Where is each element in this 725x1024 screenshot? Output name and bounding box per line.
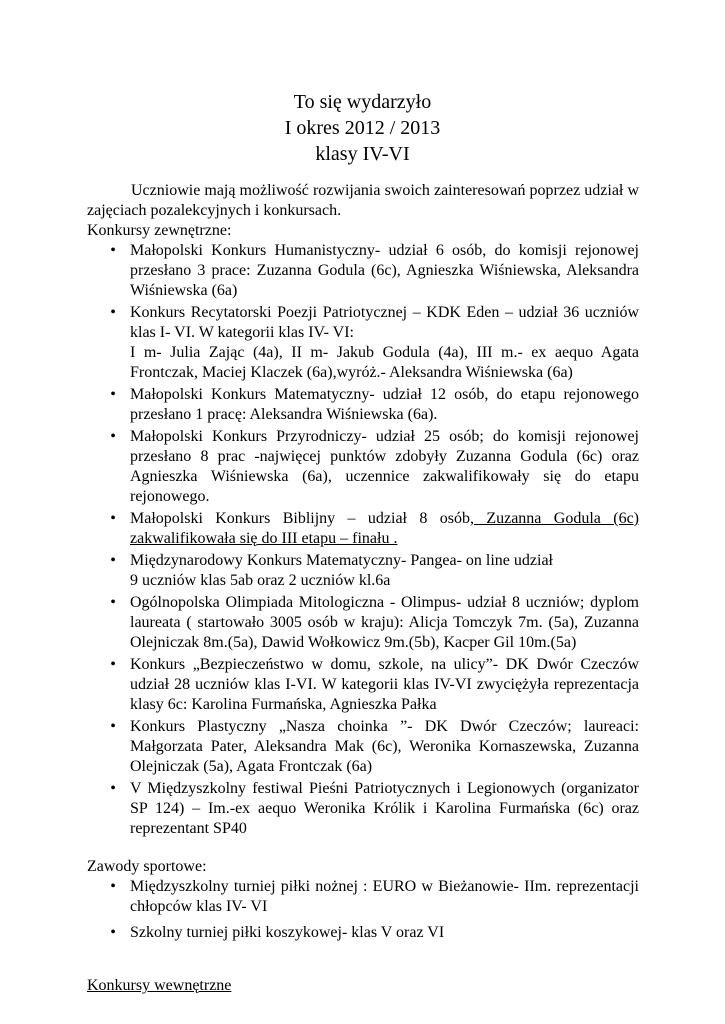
- list-item-text: Konkurs Recytatorski Poezji Patriotycznej – KDK Eden – udział 36 uczniów klas I- VI. W kategorii klas IV- VI:: [130, 304, 639, 341]
- sports-list: [87, 877, 639, 945]
- document-title: To się wydarzyło: [293, 91, 432, 113]
- list-item-text: Międzynarodowy Konkurs Matematyczny- Pangea- on line udział: [130, 552, 553, 569]
- bullet-icon: •: [110, 924, 116, 941]
- bullet-icon: •: [110, 242, 116, 259]
- list-item-text: Konkurs Plastyczny „Nasza choinka ”- DK Dwór Czeczów; laureaci: Małgorzata Pater, Aleksandra Mak (6c), Weronika Kornaszewska, Zuzanna Olejniczak (5a), Agata Frontczak (6a): [130, 718, 639, 775]
- document-period: I okres 2012 / 2013: [284, 117, 441, 139]
- list-item: [87, 923, 639, 943]
- list-item-text: 9 uczniów klas 5ab oraz 2 uczniów kl.6a: [130, 572, 391, 589]
- list-item-continuation: I m- Julia Zając (4a), II m- Jakub Godula (4a), III m.- ex aequo Agata Frontczak, Maciej Klaczek (6a),wyróż.- Aleksandra Wiśniewska (6a): [130, 344, 639, 381]
- list-item: [87, 551, 639, 591]
- list-item-text: Międzyszkolny turniej piłki nożnej : EURO w Bieżanowie- IIm. reprezentacji chłopców klas IV- VI: [130, 878, 639, 915]
- list-item-text: Małopolski Konkurs Przyrodniczy- udział 25 osób; do komisji rejonowej przesłano 8 prac -najwięcej punktów zdobyły Zuzanna Godula (6c) oraz Agnieszka Wiśniewska (6a), uczennice zakwalifikowały się do etapu rejonowego.: [130, 428, 639, 505]
- list-item: [87, 427, 639, 507]
- list-item: [87, 241, 639, 301]
- external-contests-list: [87, 241, 639, 841]
- list-item-text: Konkurs „Bezpieczeństwo w domu, szkole, na ulicy”- DK Dwór Czeczów udział 28 uczniów klas I-VI. W kategorii klas IV-VI zwyciężyła reprezentacja klasy 6c: Karolina Furmańska, Agnieszka Pałka: [130, 656, 639, 713]
- external-contests-heading: Konkursy zewnętrzne:: [87, 222, 232, 239]
- bullet-icon: •: [110, 386, 116, 403]
- bullet-icon: •: [110, 552, 116, 569]
- list-item-text: Małopolski Konkurs Biblijny – udział 8 osób,: [130, 510, 474, 527]
- bullet-icon: •: [110, 780, 116, 797]
- intro-paragraph: Uczniowie mają możliwość rozwijania swoich zainteresowań poprzez udział w zajęciach pozalekcyjnych i konkursach.: [87, 182, 639, 219]
- bullet-icon: •: [110, 656, 116, 673]
- list-item-text: V Międzyszkolny festiwal Pieśni Patriotycznych i Legionowych (organizator SP 124) – Im.-ex aequo Weronika Królik i Karolina Furmańska (6c) oraz reprezentant SP40: [130, 780, 639, 837]
- list-item: [87, 303, 639, 383]
- document-classes: klasy IV-VI: [315, 143, 410, 165]
- internal-contests-heading: Konkursy wewnętrzne: [87, 977, 232, 994]
- sports-heading: Zawody sportowe:: [87, 858, 207, 875]
- bullet-icon: •: [110, 428, 116, 445]
- bullet-icon: •: [110, 510, 116, 527]
- bullet-icon: •: [110, 718, 116, 735]
- bullet-icon: •: [110, 304, 116, 321]
- list-item: [87, 877, 639, 917]
- list-item-text: Ogólnopolska Olimpiada Mitologiczna - Olimpus- udział 8 uczniów; dyplom laureata ( startowało 3005 osób w kraju): Alicja Tomczyk 7m. (5a), Zuzanna Olejniczak 8m.(5a), Dawid Wołkowicz 9m.(5b), Kacper Gil 10m.(5a): [130, 594, 639, 651]
- list-item: [87, 717, 639, 777]
- list-item-text: Małopolski Konkurs Humanistyczny- udział 6 osób, do komisji rejonowej przesłano 3 prace: Zuzanna Godula (6c), Agnieszka Wiśniewska, Aleksandra Wiśniewska (6a): [130, 242, 639, 299]
- list-item-text: Szkolny turniej piłki koszykowej- klas V oraz VI: [130, 924, 445, 941]
- list-item-text: Małopolski Konkurs Matematyczny- udział 12 osób, do etapu rejonowego przesłano 1 pracę: Aleksandra Wiśniewska (6a).: [130, 386, 639, 423]
- bullet-icon: •: [110, 594, 116, 611]
- list-item: [87, 779, 639, 839]
- list-item: [87, 509, 639, 549]
- list-item: [87, 593, 639, 653]
- bullet-icon: •: [110, 878, 116, 895]
- list-item: [87, 385, 639, 425]
- list-item-underlined-text: Zuzanna Godula (6c) zakwalifikowała się do III etapu – finału .: [130, 510, 640, 547]
- list-item: [87, 655, 639, 715]
